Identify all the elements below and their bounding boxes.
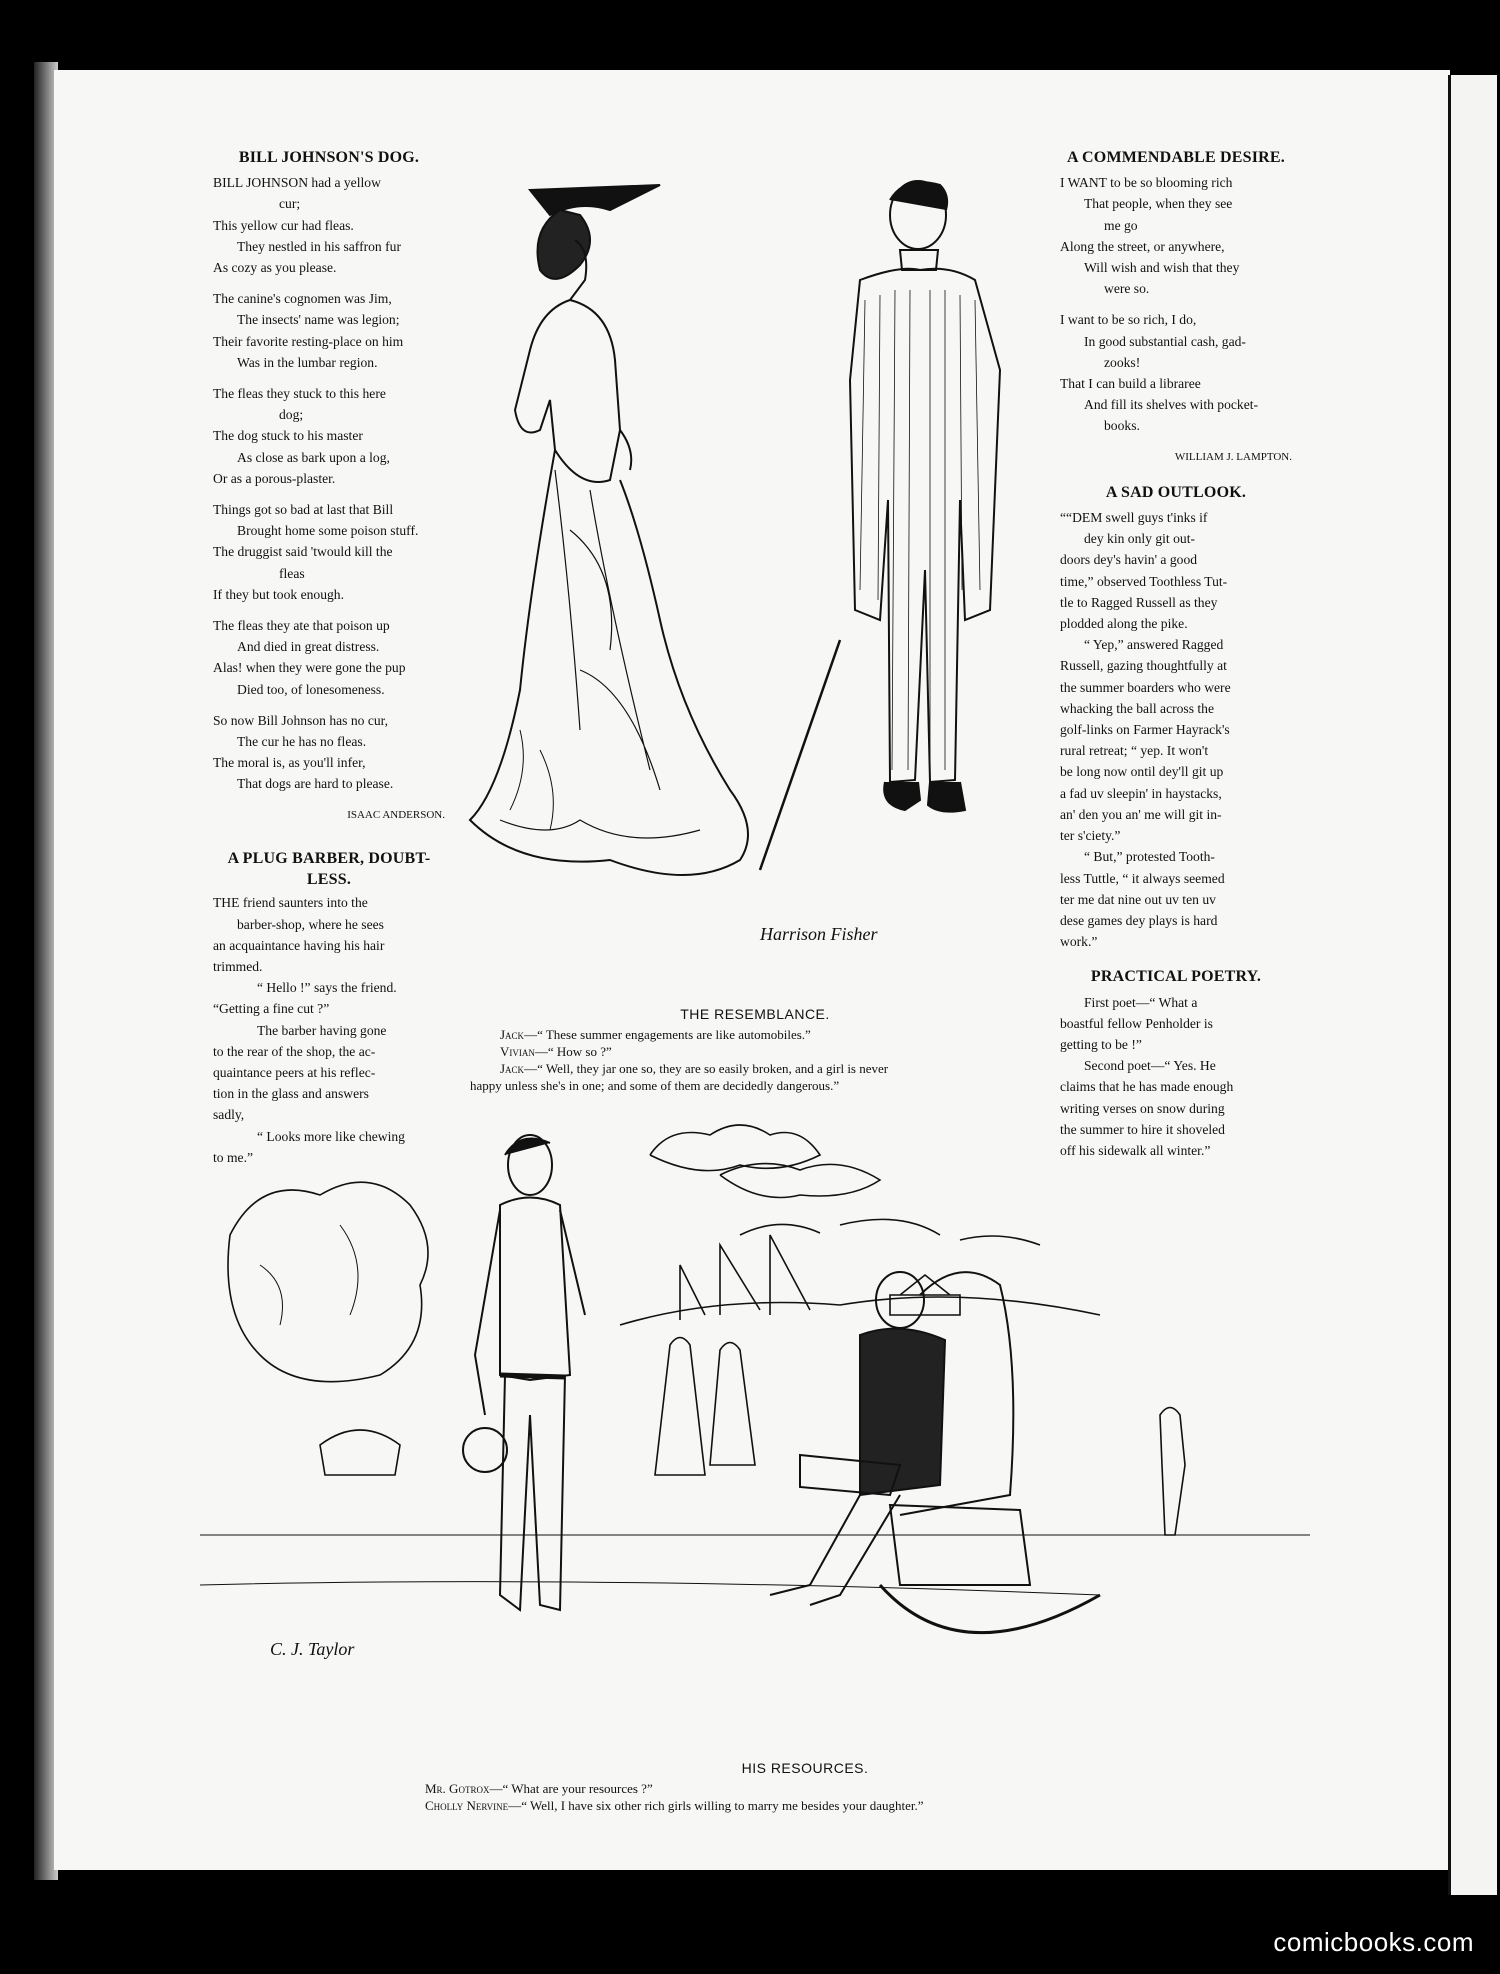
poem-line: That dogs are hard to please.: [237, 776, 394, 792]
plug-barber-title: [213, 848, 445, 890]
text-line: trimmed.: [213, 958, 263, 974]
text-line: whacking the ball across the: [1060, 700, 1215, 716]
speaker-jack: Jack: [500, 1027, 525, 1042]
trees: [228, 1182, 428, 1382]
commendable-title: A COMMENDABLE DESIRE.: [1066, 149, 1285, 166]
poem-line: dog;: [279, 407, 304, 423]
text-line: Second poet—“ Yes. He: [1084, 1058, 1216, 1074]
poem-line: Alas! when they were gone the pup: [213, 660, 406, 676]
text-line: an acquaintance having his hair: [213, 937, 385, 953]
poem-dog-body: [213, 172, 445, 794]
stanza: [213, 383, 445, 489]
poem-line: Things got so bad at last that Bill: [213, 502, 394, 518]
poem-line: That I can build a libraree: [1060, 376, 1201, 392]
poem-line: The moral is, as you'll infer,: [213, 755, 366, 771]
text-line: a fad uv sleepin' in haystacks,: [1060, 785, 1222, 801]
poem-line: The fleas they stuck to this here: [213, 386, 386, 402]
text-line: First poet—“ What a: [1084, 994, 1198, 1010]
poem-line: Died too, of lonesomeness.: [237, 681, 385, 697]
poem-dog-author: ISAAC ANDERSON.: [347, 808, 445, 821]
text-line: be long now ontil dey'll git up: [1060, 764, 1224, 780]
text-line: dese games dey plays is hard: [1060, 912, 1218, 928]
resources-caption: [425, 1760, 1185, 1814]
resources-title: HIS RESOURCES.: [741, 1760, 869, 1776]
left-column: [213, 147, 445, 1168]
poem-line: Or as a porous-plaster.: [213, 470, 336, 486]
text-line: to the rear of the shop, the ac-: [213, 1043, 376, 1059]
stanza: [1060, 172, 1292, 299]
poem-line: And died in great distress.: [237, 639, 380, 655]
sad-outlook-title: A SAD OUTLOOK.: [1105, 483, 1247, 501]
mr-gotrox-figure: [770, 1272, 1100, 1633]
poem-line: And fill its shelves with pocket-: [1084, 397, 1259, 413]
resemblance-caption: [470, 1006, 1040, 1094]
poem-line: Their favorite resting-place on him: [213, 333, 404, 349]
resemblance-signature: Harrison Fisher: [760, 924, 878, 944]
commendable-body: [1060, 172, 1292, 468]
stanza: [213, 499, 445, 605]
text-line: sadly,: [213, 1107, 245, 1123]
text-line: plodded along the pike.: [1060, 616, 1188, 632]
text-line: tle to Ragged Russell as they: [1060, 594, 1218, 610]
woman-figure: [470, 185, 748, 875]
text-line: golf-links on Farmer Hayrack's: [1060, 722, 1230, 738]
speaker-gotrox: Mr. Gotrox: [425, 1781, 490, 1796]
golfer-figure: [1160, 1408, 1185, 1536]
resources-illustration: [200, 1115, 1310, 1725]
poem-line: If they but took enough.: [213, 586, 345, 602]
poem-line: They nestled in his saffron fur: [237, 238, 401, 254]
cholly-nervine-figure: [463, 1135, 585, 1610]
stanza: [1060, 309, 1292, 436]
stanza: [213, 710, 445, 795]
text-line: dey kin only git out-: [1084, 531, 1196, 547]
facing-page-edge: [1448, 75, 1497, 1895]
text-line: “Getting a fine cut ?”: [213, 1001, 330, 1017]
text-line: boastful fellow Penholder is: [1060, 1015, 1213, 1031]
speaker-vivian: Vivian: [500, 1044, 535, 1059]
site-watermark: comicbooks.com: [1273, 1927, 1474, 1957]
poem-line: fleas: [279, 565, 305, 581]
resemblance-title: THE RESEMBLANCE.: [680, 1006, 830, 1022]
text-line: “ But,” protested Tooth-: [1084, 849, 1215, 865]
text-line: doors dey's havin' a good: [1060, 552, 1198, 568]
text-line: time,” observed Toothless Tut-: [1060, 573, 1228, 589]
poem-line: In good substantial cash, gad-: [1084, 333, 1246, 349]
poem-line: were so.: [1104, 281, 1150, 297]
text-line: off his sidewalk all winter.”: [1060, 1142, 1211, 1158]
poem-line: The insects' name was legion;: [237, 312, 400, 328]
text-line: claims that he has made enough: [1060, 1079, 1234, 1095]
text-line: writing verses on snow during: [1060, 1100, 1225, 1116]
poem-dog-title: BILL JOHNSON'S DOG.: [238, 149, 420, 166]
flower-urn: [320, 1430, 400, 1475]
man-figure: [760, 181, 1000, 870]
text-line: an' den you an' me will git in-: [1060, 806, 1222, 822]
text-line: “ Yep,” answered Ragged: [1084, 637, 1224, 653]
straw-hat: [463, 1428, 507, 1472]
poem-line: So now Bill Johnson has no cur,: [213, 712, 389, 728]
text-line: the summer to hire it shoveled: [1060, 1121, 1225, 1137]
ladies-background: [655, 1338, 755, 1476]
poem-line: The cur he has no fleas.: [237, 734, 367, 750]
poem-line: The fleas they ate that poison up: [213, 618, 390, 634]
text-line: work.”: [1060, 934, 1098, 950]
gotrox-line: —“ What are your resources ?”: [489, 1781, 653, 1796]
text-line: The barber having gone: [257, 1022, 387, 1038]
text-line: less Tuttle, “ it always seemed: [1060, 870, 1225, 886]
text-line: getting to be !”: [1060, 1036, 1142, 1052]
stanza: [213, 288, 445, 373]
resemblance-illustration: [460, 170, 1040, 1000]
poem-line: Was in the lumbar region.: [237, 354, 378, 370]
poem-line: The druggist said 'twould kill the: [213, 544, 393, 560]
jack-line-2-cont: happy unless she's in one; and some of them are decidedly dangerous.”: [470, 1078, 840, 1093]
poem-line: I WANT to be so blooming rich: [1060, 175, 1233, 191]
poem-line: This yellow cur had fleas.: [213, 217, 354, 233]
vivian-line: —“ How so ?”: [534, 1044, 612, 1059]
poem-line: Along the street, or anywhere,: [1060, 238, 1225, 254]
speaker-cholly: Cholly Nervine: [425, 1798, 509, 1813]
text-line: ter s'ciety.”: [1060, 828, 1121, 844]
poem-line: I want to be so rich, I do,: [1060, 312, 1197, 328]
text-line: ter me dat nine out uv ten uv: [1060, 891, 1216, 907]
poem-line: The canine's cognomen was Jim,: [213, 291, 392, 307]
poem-line: Will wish and wish that they: [1084, 260, 1240, 276]
text-line: THE friend saunters into the: [213, 895, 368, 911]
text-line: “ Hello !” says the friend.: [257, 980, 397, 996]
text-line: tion in the glass and answers: [213, 1086, 369, 1102]
poem-line: As close as bark upon a log,: [237, 449, 390, 465]
text-line: the summer boarders who were: [1060, 679, 1231, 695]
practical-title: PRACTICAL POETRY.: [1090, 968, 1262, 986]
cloud: [650, 1125, 820, 1171]
text-line: Russell, gazing thoughtfully at: [1060, 658, 1227, 674]
poem-line: The dog stuck to his master: [213, 428, 363, 444]
text-line: rural retreat; “ yep. It won't: [1060, 743, 1209, 759]
speaker-jack-2: Jack: [500, 1061, 525, 1076]
resources-signature: C. J. Taylor: [270, 1639, 355, 1659]
sad-outlook-body: [1060, 507, 1292, 952]
stanza: [213, 172, 445, 278]
text-line: to me.”: [213, 1149, 254, 1165]
poem-line: Brought home some poison stuff.: [237, 523, 419, 539]
jack-line-1: —“ These summer engagements are like automobiles.”: [524, 1027, 811, 1042]
poem-line: me go: [1104, 217, 1138, 233]
clubhouse: [890, 1275, 960, 1315]
cholly-line: —“ Well, I have six other rich girls willing to marry me besides your daughter.”: [508, 1798, 924, 1813]
poem-line: books.: [1104, 418, 1140, 434]
commendable-author: WILLIAM J. LAMPTON.: [1174, 450, 1292, 463]
plug-barber-title-line2: LESS.: [306, 871, 352, 889]
plug-barber-title-line1: A PLUG BARBER, DOUBT-: [227, 849, 431, 867]
right-column: [1060, 147, 1292, 1161]
poem-line: BILL JOHNSON had a yellow: [213, 175, 381, 191]
poem-line: As cozy as you please.: [213, 260, 337, 276]
text-line: ““DEM swell guys t'inks if: [1060, 510, 1208, 526]
jack-line-2: —“ Well, they jar one so, they are so easily broken, and a girl is never: [524, 1061, 889, 1076]
text-line: “ Looks more like chewing: [257, 1128, 405, 1144]
text-line: quaintance peers at his reflec-: [213, 1064, 376, 1080]
poem-line: cur;: [279, 196, 301, 212]
poem-line: That people, when they see: [1084, 196, 1233, 212]
stanza: [213, 615, 445, 700]
poem-line: zooks!: [1104, 354, 1141, 370]
text-line: barber-shop, where he sees: [237, 916, 384, 932]
